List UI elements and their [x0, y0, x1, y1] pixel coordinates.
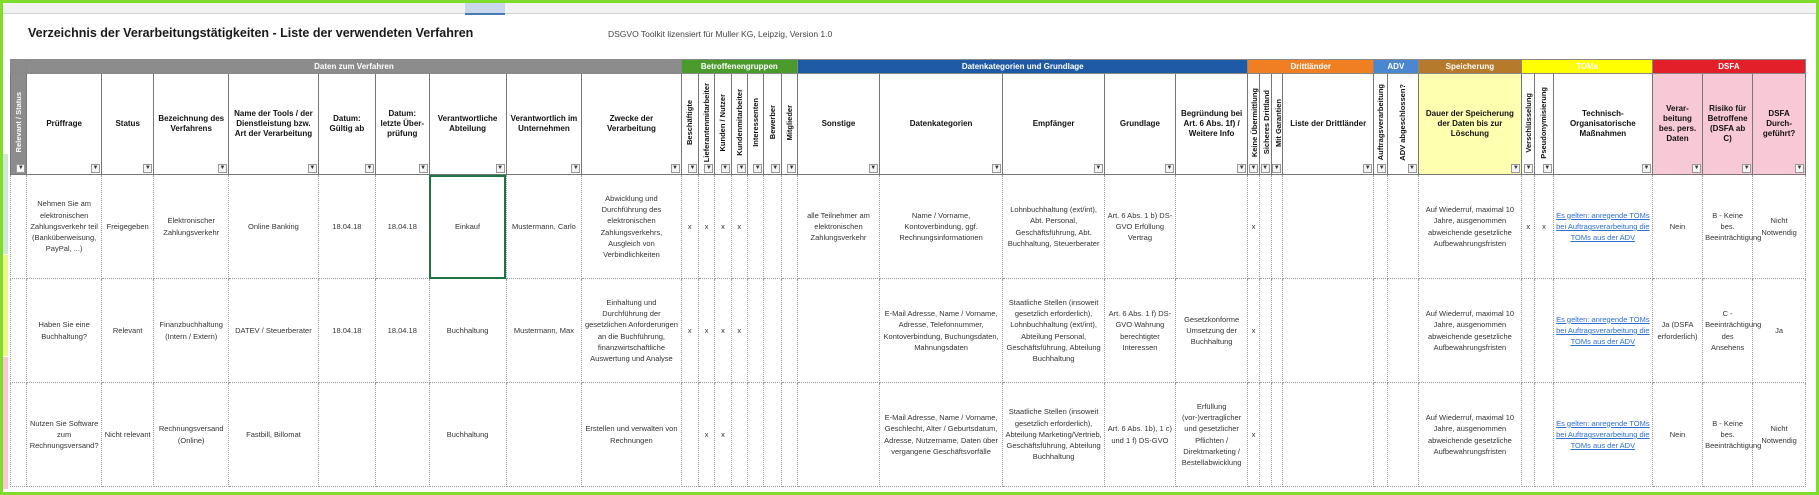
header-sonstige[interactable]: Sonstige ▼	[798, 74, 880, 175]
header-abteilung[interactable]: Verantwortliche Abteilung ▼	[429, 74, 506, 175]
cell-adv-abgeschlossen[interactable]	[1388, 175, 1418, 279]
cell-bewerber[interactable]	[764, 383, 781, 487]
header-status[interactable]: Status ▼	[101, 74, 153, 175]
cell-auftragsverarbeitung[interactable]	[1374, 383, 1388, 487]
filter-dropdown-icon[interactable]: ▼	[788, 165, 795, 171]
cell-empfaenger[interactable]: Lohnbuchhaltung (ext/int), Abt. Personal, Geschäftsführung, Abt. Buchhaltung, Steuerberater	[1003, 175, 1104, 279]
cell-sonstige[interactable]: alle Teilnehmer am elektronischen Zahlungsverkehr	[798, 175, 880, 279]
cell-abteilung[interactable]: Buchhaltung	[429, 383, 506, 487]
cell-dsfa-durchgefuehrt[interactable]: Ja	[1753, 279, 1806, 383]
cell-grundlage[interactable]: Art. 6 Abs. 1 b) DS-GVO Erfüllung Vertrag	[1104, 175, 1175, 279]
filter-dropdown-icon[interactable]: ▼	[420, 165, 427, 171]
cell-empfaenger[interactable]: Staatliche Stellen (insoweit gesetzlich erforderlich), Abteilung Marketing/Vertrieb, Geschäftsführung, Abteilung Buchhaltung	[1003, 383, 1104, 487]
cell-dauer[interactable]: Auf Wiederruf, maximal 10 Jahre, ausgenommen abweichende gesetzliche Aufbewahrungsfristen	[1418, 383, 1522, 487]
cell-bezeichnung[interactable]: Finanzbuchhaltung (Intern / Extern)	[154, 279, 229, 383]
cell-kundenmitarbeiter[interactable]	[731, 383, 747, 487]
cell-mitglieder[interactable]	[781, 175, 797, 279]
cell-gueltig[interactable]: 18.04.18	[318, 279, 375, 383]
group-daten: Daten zum Verfahren	[27, 60, 681, 74]
cell-beschaeftigte[interactable]: x	[681, 279, 698, 383]
filter-dropdown-icon[interactable]: ▼	[219, 165, 226, 171]
cell-liste-drittlaender[interactable]	[1283, 383, 1374, 487]
header-dauer[interactable]: Dauer der Speicherung der Daten bis zur Löschung ▼	[1418, 74, 1522, 175]
cell-abteilung-selected[interactable]: Einkauf	[429, 175, 506, 279]
filter-dropdown-icon[interactable]: ▼	[17, 165, 24, 171]
header-verantwortlich[interactable]: Verantwortlich im Unternehmen ▼	[506, 74, 582, 175]
cell-keine-uebermittlung[interactable]: x	[1248, 279, 1260, 383]
cell-datenkategorien[interactable]: E-Mail Adresse, Name / Vorname, Geschlecht, Alter / Geburtsdatum, Adresse, Nutzername, Daten über vergangene Geschäftsvorfälle	[879, 383, 1003, 487]
filter-dropdown-icon[interactable]: ▼	[1166, 165, 1173, 171]
cell-status[interactable]: Freigegeben	[101, 175, 153, 279]
header-auftragsverarbeitung[interactable]: Auftragsverarbeitung ▼	[1374, 74, 1388, 175]
row-status-bar	[3, 154, 8, 254]
cell-verarbeitung[interactable]: Nein	[1652, 383, 1702, 487]
cell-verantwortlich[interactable]: Mustermann, Carlo	[506, 175, 582, 279]
header-verarbeitung[interactable]: Verar-beitung bes. pers. Daten ▼	[1652, 74, 1702, 175]
table-row[interactable]	[11, 279, 1806, 383]
header-interessenten[interactable]: Interessenten ▼	[747, 74, 763, 175]
cell-auftragsverarbeitung[interactable]	[1374, 175, 1388, 279]
cell-lieferanten[interactable]: x	[699, 383, 715, 487]
filter-dropdown-icon[interactable]: ▼	[1512, 165, 1519, 171]
filter-dropdown-icon[interactable]: ▼	[722, 165, 729, 171]
row-status-bar	[3, 255, 8, 356]
group-toms: TOMs	[1522, 60, 1653, 74]
cell-kunden[interactable]: x	[715, 175, 731, 279]
header-beschaeftigte[interactable]: Beschäftigte ▼	[681, 74, 698, 175]
header-dsfa-durchgefuehrt[interactable]: DSFA Durch-geführt? ▼	[1753, 74, 1806, 175]
filter-dropdown-icon[interactable]: ▼	[689, 165, 696, 171]
filter-dropdown-icon[interactable]: ▼	[1262, 165, 1269, 171]
header-verschluesselung[interactable]: Verschlüsselung ▼	[1522, 74, 1535, 175]
cell-verantwortlich[interactable]	[506, 383, 582, 487]
filter-dropdown-icon[interactable]: ▼	[1238, 165, 1245, 171]
tom-link[interactable]: Es gelten: anregende TOMs bei Auftragsverarbeitung die TOMs aus der ADV	[1556, 314, 1650, 347]
header-kundenmitarbeiter[interactable]: Kundenmitarbeiter ▼	[731, 74, 747, 175]
filter-dropdown-icon[interactable]: ▼	[738, 165, 745, 171]
table-row[interactable]	[11, 383, 1806, 487]
cell-interessenten[interactable]	[747, 175, 763, 279]
filter-dropdown-icon[interactable]: ▼	[1796, 165, 1803, 171]
header-kunden[interactable]: Kunden / Nutzer ▼	[715, 74, 731, 175]
cell-datenkategorien[interactable]: E-Mail Adresse, Name / Vorname, Adresse, Telefonnummer, Kontoverbindung, Buchungsdaten, Mahnungsdaten	[879, 279, 1003, 383]
cell-risiko[interactable]: C - Beeinträchtigung des Ansehens	[1703, 279, 1753, 383]
cell-tool[interactable]: Fastbill, Billomat	[229, 383, 319, 487]
group-adv: ADV	[1374, 60, 1418, 74]
cell-grundlage[interactable]: Art. 6 Abs. 1b), 1 c) und 1 f) DS-GVO	[1104, 383, 1175, 487]
cell-tool[interactable]: DATEV / Steuerberater	[229, 279, 319, 383]
cell-mit-garantien[interactable]	[1271, 279, 1283, 383]
cell-interessenten[interactable]	[747, 279, 763, 383]
cell-zwecke[interactable]: Einhaltung und Durchführung der gesetzlichen Anforderungen an die Buchführung, finanzwirtschaftliche Auswertung und Analyse	[582, 279, 681, 383]
cell-kunden[interactable]: x	[715, 279, 731, 383]
header-relevant-status[interactable]: Relevant / Status ▼	[11, 74, 27, 175]
header-bezeichnung[interactable]: Bezeichnung des Verfahrens ▼	[154, 74, 229, 175]
cell-sicheres-drittland[interactable]	[1259, 279, 1271, 383]
header-mit-garantien[interactable]: Mit Garantien ▼	[1271, 74, 1283, 175]
cell-sicheres-drittland[interactable]	[1259, 175, 1271, 279]
cell-sonstige[interactable]	[798, 383, 880, 487]
cell-pruefung[interactable]: 18.04.18	[375, 175, 429, 279]
cell-tom[interactable]	[1553, 175, 1652, 279]
cell-pruefrage[interactable]: Nutzen Sie Software zum Rechnungsversand?	[27, 383, 102, 487]
header-gueltig[interactable]: Datum: Gültig ab ▼	[318, 74, 375, 175]
cell-begruendung[interactable]: Erfüllung (vor-)vertraglicher und gesetzlicher Pflichten / Direktmarketing / Bestellabwicklung	[1175, 383, 1247, 487]
cell-begruendung[interactable]: Gesetzkonforme Umsetzung der Buchhaltung	[1175, 279, 1247, 383]
cell-tom[interactable]	[1553, 279, 1652, 383]
cell-dsfa-durchgefuehrt[interactable]: Nicht Notwendig	[1753, 175, 1806, 279]
cell-pruefung[interactable]: 18.04.18	[375, 279, 429, 383]
cell-pruefung[interactable]	[375, 383, 429, 487]
cell-verschluesselung[interactable]: x	[1522, 175, 1535, 279]
filter-dropdown-icon[interactable]: ▼	[1693, 165, 1700, 171]
cell-bewerber[interactable]	[764, 175, 781, 279]
filter-dropdown-icon[interactable]: ▼	[1544, 165, 1551, 171]
cell-beschaeftigte[interactable]	[681, 383, 698, 487]
cell-beschaeftigte[interactable]: x	[681, 175, 698, 279]
cell-status[interactable]: Relevant	[101, 279, 153, 383]
filter-dropdown-icon[interactable]: ▼	[572, 165, 579, 171]
cell-pruefrage[interactable]: Haben Sie eine Buchhaltung?	[27, 279, 102, 383]
cell-bezeichnung[interactable]: Rechnungsversand (Online)	[154, 383, 229, 487]
cell-verarbeitung[interactable]: Ja (DSFA erforderlich)	[1652, 279, 1702, 383]
cell-dauer[interactable]: Auf Wiederruf, maximal 10 Jahre, ausgenommen abweichende gesetzliche Aufbewahrungsfristen	[1418, 175, 1522, 279]
cell-tom[interactable]	[1553, 383, 1652, 487]
header-mitglieder[interactable]: Mitglieder ▼	[781, 74, 797, 175]
cell-mitglieder[interactable]	[781, 383, 797, 487]
header-grundlage[interactable]: Grundlage ▼	[1104, 74, 1175, 175]
cell-relevant[interactable]	[11, 279, 27, 383]
cell-verarbeitung[interactable]: Nein	[1652, 175, 1702, 279]
cell-risiko[interactable]: B - Keine bes. Beeinträchtigung	[1703, 383, 1753, 487]
filter-dropdown-icon[interactable]: ▼	[366, 165, 373, 171]
cell-begruendung[interactable]	[1175, 175, 1247, 279]
header-keine-uebermittlung[interactable]: Keine Übermittlung ▼	[1248, 74, 1260, 175]
filter-dropdown-icon[interactable]: ▼	[754, 165, 761, 171]
cell-zwecke[interactable]: Abwicklung und Durchführung des elektronischen Zahlungsverkehrs, Ausgleich von Verbindlichkeiten	[582, 175, 681, 279]
header-pruefrage[interactable]: Prüffrage ▼	[27, 74, 102, 175]
cell-pseudonymisierung[interactable]: x	[1535, 175, 1554, 279]
tom-link[interactable]: Es gelten: anregende TOMs bei Auftragsverarbeitung die TOMs aus der ADV	[1556, 418, 1650, 451]
cell-adv-abgeschlossen[interactable]	[1388, 279, 1418, 383]
filter-dropdown-icon[interactable]: ▼	[1378, 165, 1385, 171]
cell-liste-drittlaender[interactable]	[1283, 279, 1374, 383]
cell-verantwortlich[interactable]: Mustermann, Max	[506, 279, 582, 383]
filter-dropdown-icon[interactable]: ▼	[993, 165, 1000, 171]
cell-risiko[interactable]: B - Keine bes. Beeinträchtigung	[1703, 175, 1753, 279]
filter-dropdown-icon[interactable]: ▼	[1273, 165, 1280, 171]
group-datenkategorien: Datenkategorien und Grundlage	[798, 60, 1248, 74]
header-zwecke[interactable]: Zwecke der Verarbeitung ▼	[582, 74, 681, 175]
cell-grundlage[interactable]: Art. 6 Abs. 1 f) DS-GVO Wahrung berechtigter Interessen	[1104, 279, 1175, 383]
cell-gueltig[interactable]: 18.04.18	[318, 175, 375, 279]
cell-lieferanten[interactable]: x	[699, 175, 715, 279]
filter-dropdown-icon[interactable]: ▼	[870, 165, 877, 171]
header-bewerber[interactable]: Bewerber ▼	[764, 74, 781, 175]
filter-dropdown-icon[interactable]: ▼	[705, 165, 712, 171]
active-column-header[interactable]	[465, 3, 505, 15]
header-tom[interactable]: Technisch-Organisatorische Maßnahmen ▼	[1553, 74, 1652, 175]
header-datenkategorien[interactable]: Datenkategorien ▼	[879, 74, 1003, 175]
cell-sicheres-drittland[interactable]	[1259, 383, 1271, 487]
tom-link[interactable]: Es gelten: anregende TOMs bei Auftragsverarbeitung die TOMs aus der ADV	[1556, 210, 1650, 243]
filter-dropdown-icon[interactable]: ▼	[1643, 165, 1650, 171]
cell-gueltig[interactable]	[318, 383, 375, 487]
cell-status[interactable]: Nicht relevant	[101, 383, 153, 487]
header-lieferanten[interactable]: Lieferantenmitarbeiter ▼	[699, 74, 715, 175]
header-empfaenger[interactable]: Empfänger ▼	[1003, 74, 1104, 175]
cell-zwecke[interactable]: Erstellen und verwalten von Rechnungen	[582, 383, 681, 487]
spreadsheet	[10, 59, 1806, 493]
cell-mit-garantien[interactable]	[1271, 175, 1283, 279]
cell-kundenmitarbeiter[interactable]: x	[731, 279, 747, 383]
cell-kunden[interactable]: x	[715, 383, 731, 487]
cell-dsfa-durchgefuehrt[interactable]: Nicht Notwendig	[1753, 383, 1806, 487]
license-note: DSGVO Toolkit lizensiert für Muller KG, Leipzig, Version 1.0	[608, 29, 833, 39]
table-row[interactable]	[11, 175, 1806, 279]
header-adv-abgeschlossen[interactable]: ADV abgeschlossen? ▼	[1388, 74, 1418, 175]
header-sicheres-drittland[interactable]: Sicheres Drittland ▼	[1259, 74, 1271, 175]
cell-adv-abgeschlossen[interactable]	[1388, 383, 1418, 487]
filter-dropdown-icon[interactable]: ▼	[1250, 165, 1257, 171]
cell-tool[interactable]: Online Banking	[229, 175, 319, 279]
header-pseudonymisierung[interactable]: Pseudonymisierung ▼	[1535, 74, 1554, 175]
cell-kundenmitarbeiter[interactable]: x	[731, 175, 747, 279]
cell-pruefrage[interactable]: Nehmen Sie am elektronischen Zahlungsverkehr teil (Banküberweisung, PayPal, ...)	[27, 175, 102, 279]
cell-liste-drittlaender[interactable]	[1283, 175, 1374, 279]
filter-dropdown-icon[interactable]: ▼	[1409, 165, 1415, 171]
cell-abteilung[interactable]: Buchhaltung	[429, 279, 506, 383]
cell-bewerber[interactable]	[764, 279, 781, 383]
header-risiko[interactable]: Risiko für Betroffene (DSFA ab C) ▼	[1703, 74, 1753, 175]
cell-bezeichnung[interactable]: Elektronischer Zahlungsverkehr	[154, 175, 229, 279]
row-status-bar	[3, 357, 8, 489]
cell-dauer[interactable]: Auf Wiederruf, maximal 10 Jahre, ausgenommen abweichende gesetzliche Aufbewahrungsfristen	[1418, 279, 1522, 383]
cell-relevant[interactable]	[11, 383, 27, 487]
header-liste-drittlaender[interactable]: Liste der Drittländer ▼	[1283, 74, 1374, 175]
cell-pseudonymisierung[interactable]	[1535, 279, 1554, 383]
cell-sonstige[interactable]	[798, 279, 880, 383]
cell-auftragsverarbeitung[interactable]	[1374, 279, 1388, 383]
filter-dropdown-icon[interactable]: ▼	[772, 165, 779, 171]
group-relevant-spacer	[11, 60, 27, 74]
header-pruefung[interactable]: Datum: letzte Über-prüfung ▼	[375, 74, 429, 175]
group-speicherung: Speicherung	[1418, 60, 1522, 74]
cell-interessenten[interactable]	[747, 383, 763, 487]
group-dsfa: DSFA	[1652, 60, 1805, 74]
filter-dropdown-icon[interactable]: ▼	[309, 165, 316, 171]
cell-verschluesselung[interactable]	[1522, 383, 1535, 487]
cell-mit-garantien[interactable]	[1271, 383, 1283, 487]
cell-mitglieder[interactable]	[781, 279, 797, 383]
cell-keine-uebermittlung[interactable]: x	[1248, 175, 1260, 279]
cell-verschluesselung[interactable]	[1522, 279, 1535, 383]
column-header-bar[interactable]	[3, 3, 1816, 14]
cell-lieferanten[interactable]: x	[699, 279, 715, 383]
filter-dropdown-icon[interactable]: ▼	[1364, 165, 1371, 171]
group-drittlaender: Drittländer	[1248, 60, 1374, 74]
filter-dropdown-icon[interactable]: ▼	[1095, 165, 1102, 171]
header-begruendung[interactable]: Begründung bei Art. 6 Abs. 1f) / Weitere Info ▼	[1175, 74, 1247, 175]
cell-pseudonymisierung[interactable]	[1535, 383, 1554, 487]
procedure-table	[10, 59, 1806, 487]
cell-empfaenger[interactable]: Staatliche Stellen (insoweit gesetzlich erforderlich), Lohnbuchhaltung (ext/int), Abteilung Personal, Geschäftsführung, Abteilung Buchhaltung	[1003, 279, 1104, 383]
filter-dropdown-icon[interactable]: ▼	[672, 165, 678, 171]
cell-datenkategorien[interactable]: Name / Vorname, Kontoverbindung, ggf. Rechnungsinformationen	[879, 175, 1003, 279]
group-betroffene: Betroffenengruppen	[681, 60, 798, 74]
cell-relevant[interactable]	[11, 175, 27, 279]
filter-dropdown-icon[interactable]: ▼	[144, 165, 151, 171]
filter-dropdown-icon[interactable]: ▼	[92, 165, 99, 171]
sheet-title: Verzeichnis der Verarbeitungstätigkeiten - Liste der verwendeten Verfahren	[28, 26, 474, 40]
cell-keine-uebermittlung[interactable]: x	[1248, 383, 1260, 487]
header-tool[interactable]: Name der Tools / der Dienstleistung bzw. Art der Verarbeitung ▼	[229, 74, 319, 175]
filter-dropdown-icon[interactable]: ▼	[497, 165, 504, 171]
filter-dropdown-icon[interactable]: ▼	[1525, 165, 1532, 171]
filter-dropdown-icon[interactable]: ▼	[1743, 165, 1750, 171]
